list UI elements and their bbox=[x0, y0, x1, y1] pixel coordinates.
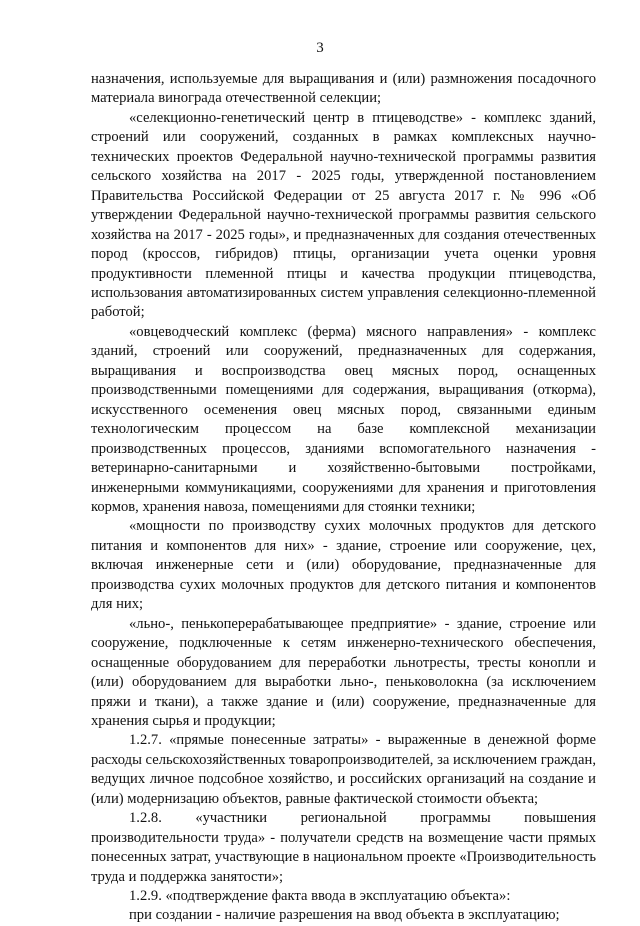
page-number: 3 bbox=[316, 40, 324, 56]
paragraph-1-2-8: 1.2.8. «участники региональной программы повышения производительности труда» - получатели средств на возмещение части прямых понесенных затрат, участвующие в национальном проекте «Производительность труда и поддержка занятости»; bbox=[91, 810, 596, 885]
paragraph-breeding-genetic-center: «селекционно-генетический центр в птицеводстве» - комплекс зданий, строений или сооружений, созданных в рамках комплексных научно-технических проектов Федеральной научно-технической программы развития сельского хозяйства на 2017 - 2025 годы, утвержденной постановлением Правительства Российской Федерации от 25 августа 2017 г. № 996 «Об утверждении Федеральной научно-технической программы развития сельского хозяйства на 2017 - 2025 годы», и предназначенных для создания отечественных пород (кроссов, гибридов) птицы, организации учета оценки уровня продуктивности племенной птицы и качества продукции птицеводства, использования автоматизированных систем управления селекционно-племенной работой; bbox=[91, 109, 596, 321]
paragraph-creation-permit: при создании - наличие разрешения на ввод объекта в эксплуатацию; bbox=[129, 907, 560, 924]
paragraph-continuation: назначения, используемые для выращивания и (или) размножения посадочного материала винограда отечественной селекции; bbox=[91, 71, 596, 107]
document-body bbox=[91, 70, 596, 926]
paragraph-1-2-7: 1.2.7. «прямые понесенные затраты» - выраженные в денежной форме расходы сельскохозяйственных товаропроизводителей, за исключением граждан, ведущих личное подсобное хозяйство, и российских организаций на создание и (или) модернизацию объектов, равные фактической стоимости объекта; bbox=[91, 732, 596, 807]
paragraph-flax-hemp-enterprise: «льно-, пенькоперерабатывающее предприятие» - здание, строение или сооружение, подключенные к сетям инженерно-технического обеспечения, оснащенные оборудованием для переработки льнотресты, тресты конопли и (или) оборудованием для выработки льно-, пеньковолокна (за исключением пряжи и ткани), а также здание и (или) сооружение, предназначенные для хранения сырья и продукции; bbox=[91, 615, 596, 729]
paragraph-dry-milk-capacity: «мощности по производству сухих молочных продуктов для детского питания и компонентов для них» - здание, строение или сооружение, цех, включая инженерные сети и (или) оборудование, предназначенные для производства сухих молочных продуктов для детского питания и компонентов для них; bbox=[91, 518, 596, 613]
paragraph-sheep-complex: «овцеводческий комплекс (ферма) мясного направления» - комплекс зданий, строений или сооружений, предназначенных для содержания, выращивания и воспроизводства овец мясных пород, оснащенных производственными помещениями для содержания, выращивания (откорма), искусственного осеменения овец мясных пород, связанными единым технологическим процессом на базе комплексной механизации производственных процессов, зданиями вспомогательного назначения - ветеринарно-санитарными и хозяйственно-бытовыми постройками, инженерными коммуникациями, сооружениями для хранения и приготовления кормов, хранения навоза, помещениями для стоянки техники; bbox=[91, 323, 596, 515]
paragraph-1-2-9: 1.2.9. «подтверждение факта ввода в эксплуатацию объекта»: bbox=[129, 888, 511, 905]
